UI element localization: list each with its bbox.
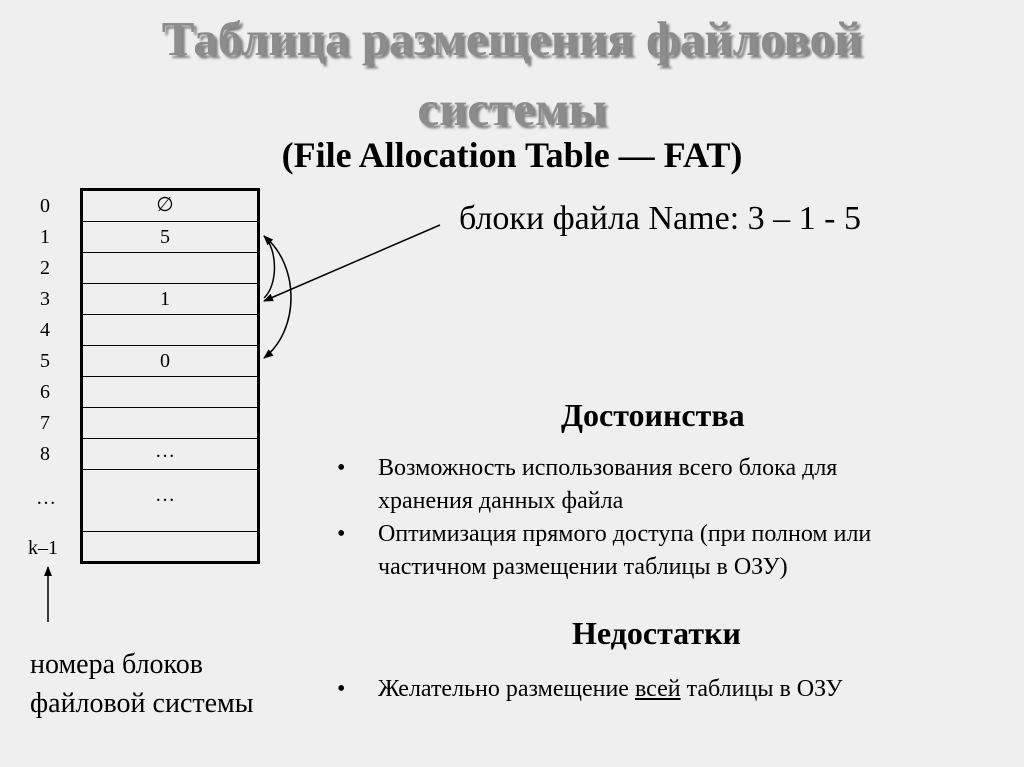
row-index: 3 [40,288,50,310]
fat-cell-value: 1 [160,288,170,310]
fat-row [83,222,257,253]
disadvantage-text-start: Желательно размещение [378,676,635,702]
row-index: 7 [40,412,50,434]
row-index: 5 [40,350,50,372]
file-start-arrow [264,225,440,301]
fat-cell-value: ∅ [156,194,174,216]
row-index: 6 [40,381,50,403]
row-index: 2 [40,257,50,279]
slide-title-line2: системы [417,81,607,136]
chain-arrow-3-to-1 [264,236,275,298]
fat-row [83,191,257,222]
fat-row [83,377,257,408]
fat-row [83,315,257,346]
fat-row [83,253,257,284]
advantages-heading: Достоинства [561,397,745,433]
fat-cell-value: … [155,440,175,462]
file-blocks-label: блоки файла Name: 3 – 1 - 5 [459,200,861,237]
row-index: … [36,487,56,509]
disadvantage-emphasis: всей [634,676,681,702]
disadvantages-heading: Недостатки [572,615,741,651]
fat-row [83,284,257,315]
fat-row [83,346,257,377]
index-caption-line1: номера блоков [30,649,203,680]
fat-cell-value: 5 [160,226,170,248]
bullet-marker: • [337,521,346,547]
advantage-item: Возможность использования всего блока для хранения данных файла [378,455,838,514]
bullet-marker: • [337,676,346,702]
disadvantage-item [378,673,843,706]
advantage-item: Оптимизация прямого доступа (при полном или частичном размещении таблицы в ОЗУ) [378,521,872,580]
fat-cell-value: … [155,484,175,506]
disadvantage-text-end: таблицы в ОЗУ [680,676,843,702]
index-caption-line2: файловой системы [30,688,254,719]
fat-table [80,188,260,564]
bullet-marker: • [337,455,346,481]
fat-row [83,408,257,439]
fat-cell-value: 0 [160,350,170,372]
row-index: k–1 [28,537,58,559]
row-index: 1 [40,226,50,248]
row-index: 8 [40,443,50,465]
slide-title-line1: Таблица размещения файловой [161,11,863,66]
slide-subtitle: (File Allocation Table — FAT) [281,135,743,175]
row-index: 0 [40,195,50,217]
chain-arrow-1-to-5 [264,236,291,358]
fat-row [83,470,257,532]
fat-row [83,532,257,561]
fat-row [83,439,257,470]
row-index: 4 [40,319,50,341]
